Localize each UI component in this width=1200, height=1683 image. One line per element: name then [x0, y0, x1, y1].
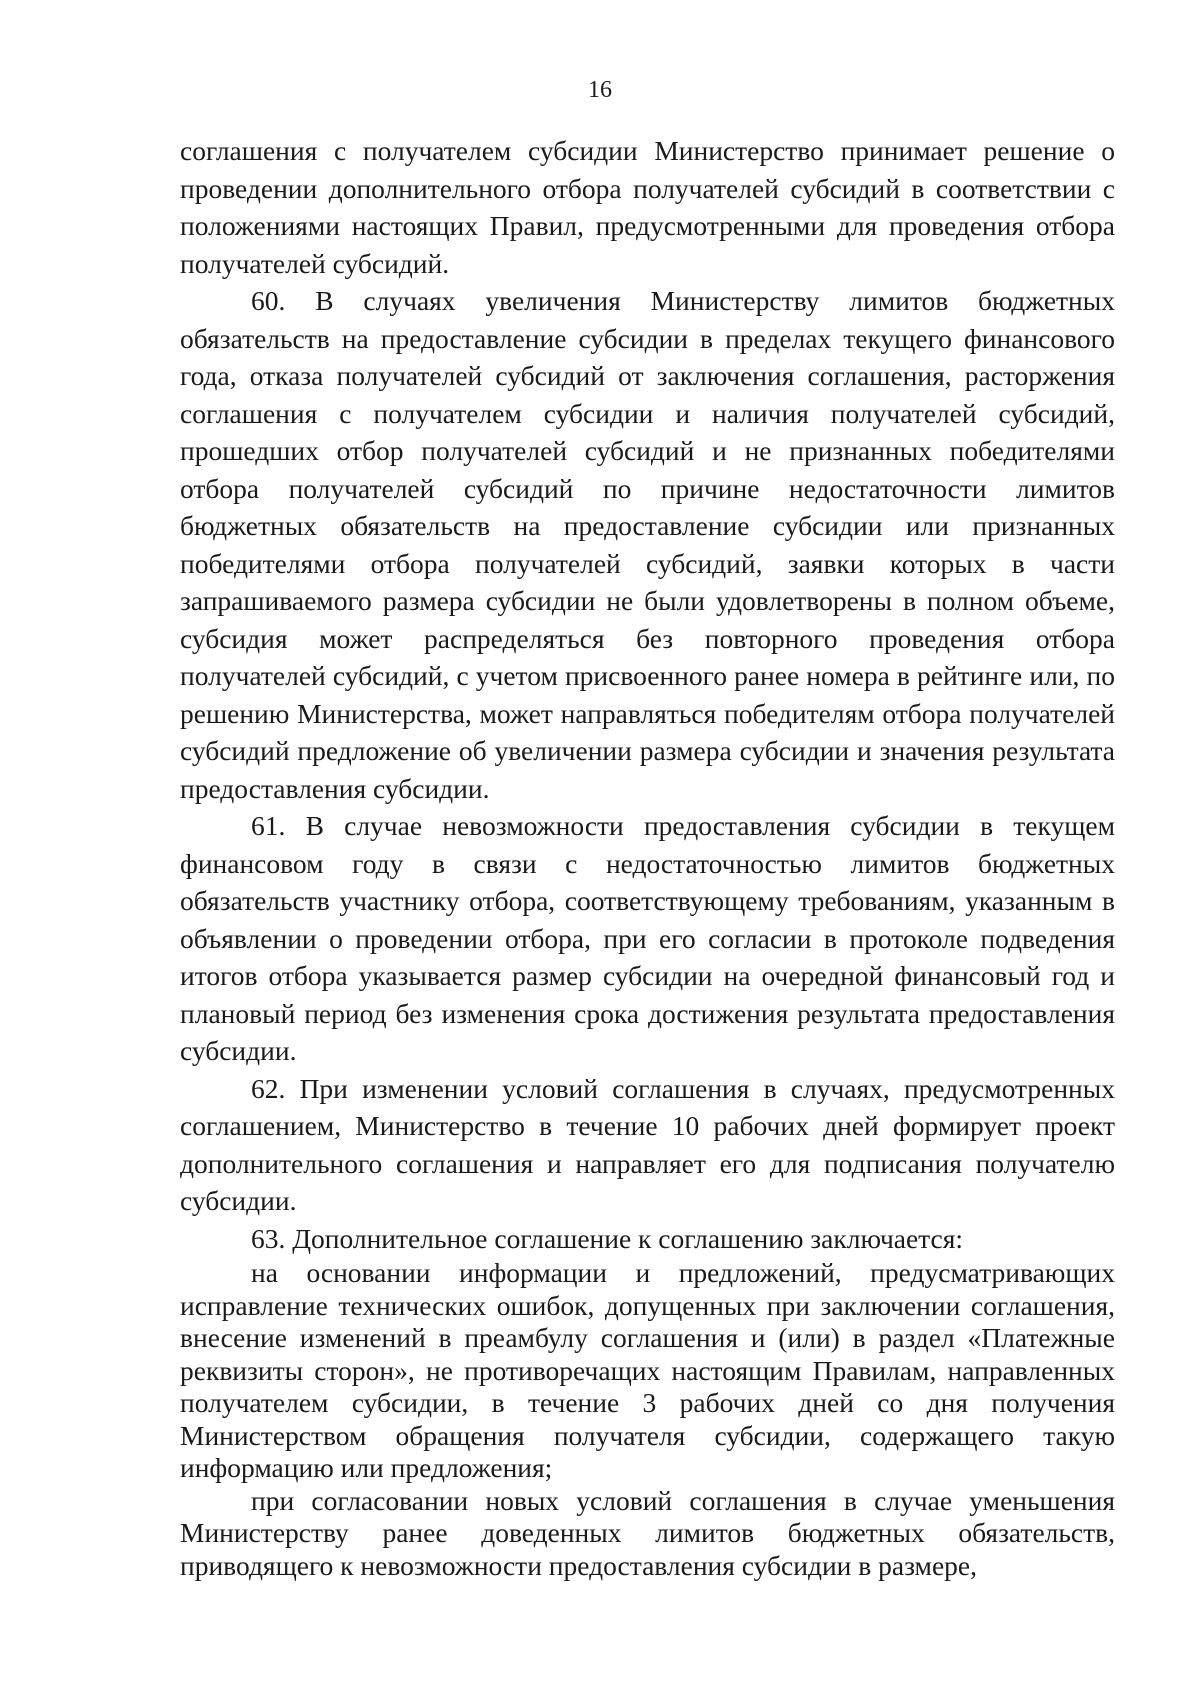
page-number: 16	[588, 77, 612, 103]
paragraph-63: 63. Дополнительное соглашение к соглашению заключается:	[251, 1222, 964, 1254]
paragraph-61: 61. В случае невозможности предоставления субсидии в текущем финансовом году в связи с недостаточностью лимитов бюджетных обязательств участнику отбора, соответствующему требованиям, указанным в объявлении о проведении отбора, при его согласии в протоколе подведения итогов отбора указывается размер субсидии на очередной финансовый год и плановый период без изменения срока достижения результата предоставления субсидии.	[180, 810, 1115, 1066]
paragraph-60: 60. В случаях увеличения Министерству лимитов бюджетных обязательств на предоставление субсидии в пределах текущего финансового года, отказа получателей субсидий от заключения соглашения, расторжения соглашения с получателем субсидии и наличия получателей субсидий, прошедших отбор получателей субсидий и не признанных победителями отбора получателей субсидий по причине недостаточности лимитов бюджетных обязательств на предоставление субсидии или признанных победителями отбора получателей субсидий, заявки которых в части запрашиваемого размера субсидии не были удовлетворены в полном объеме, субсидия может распределяться без повторного проведения отбора получателей субсидий, с учетом присвоенного ранее номера в рейтинге или, по решению Министерства, может направляться победителям отбора получателей субсидий предложение об увеличении размера субсидии и значения результата предоставления субсидии.	[180, 285, 1115, 804]
paragraph-63-item-2: при согласовании новых условий соглашения в случае уменьшения Министерству ранее доведенных лимитов бюджетных обязательств, приводящего к невозможности предоставления субсидии в размере,	[180, 1484, 1115, 1581]
paragraph-63-item-1: на основании информации и предложений, предусматривающих исправление технических ошибок, допущенных при заключении соглашения, внесение изменений в преамбулу соглашения и (или) в раздел «Платежные реквизиты сторон», не противоречащих настоящим Правилам, направленных получателем субсидии, в течение 3 рабочих дней со дня получения Министерством обращения получателя субсидии, содержащего такую информацию или предложения;	[180, 1257, 1115, 1483]
document-body	[180, 132, 1115, 1582]
paragraph-62: 62. При изменении условий соглашения в случаях, предусмотренных соглашением, Министерство в течение 10 рабочих дней формирует проект дополнительного соглашения и направляет его для подписания получателю субсидии.	[180, 1072, 1115, 1216]
paragraph-continuation: соглашения с получателем субсидии Министерство принимает решение о проведении дополнительного отбора получателей субсидий в соответствии с положениями настоящих Правил, предусмотренными для проведения отбора получателей субсидий.	[180, 135, 1115, 279]
